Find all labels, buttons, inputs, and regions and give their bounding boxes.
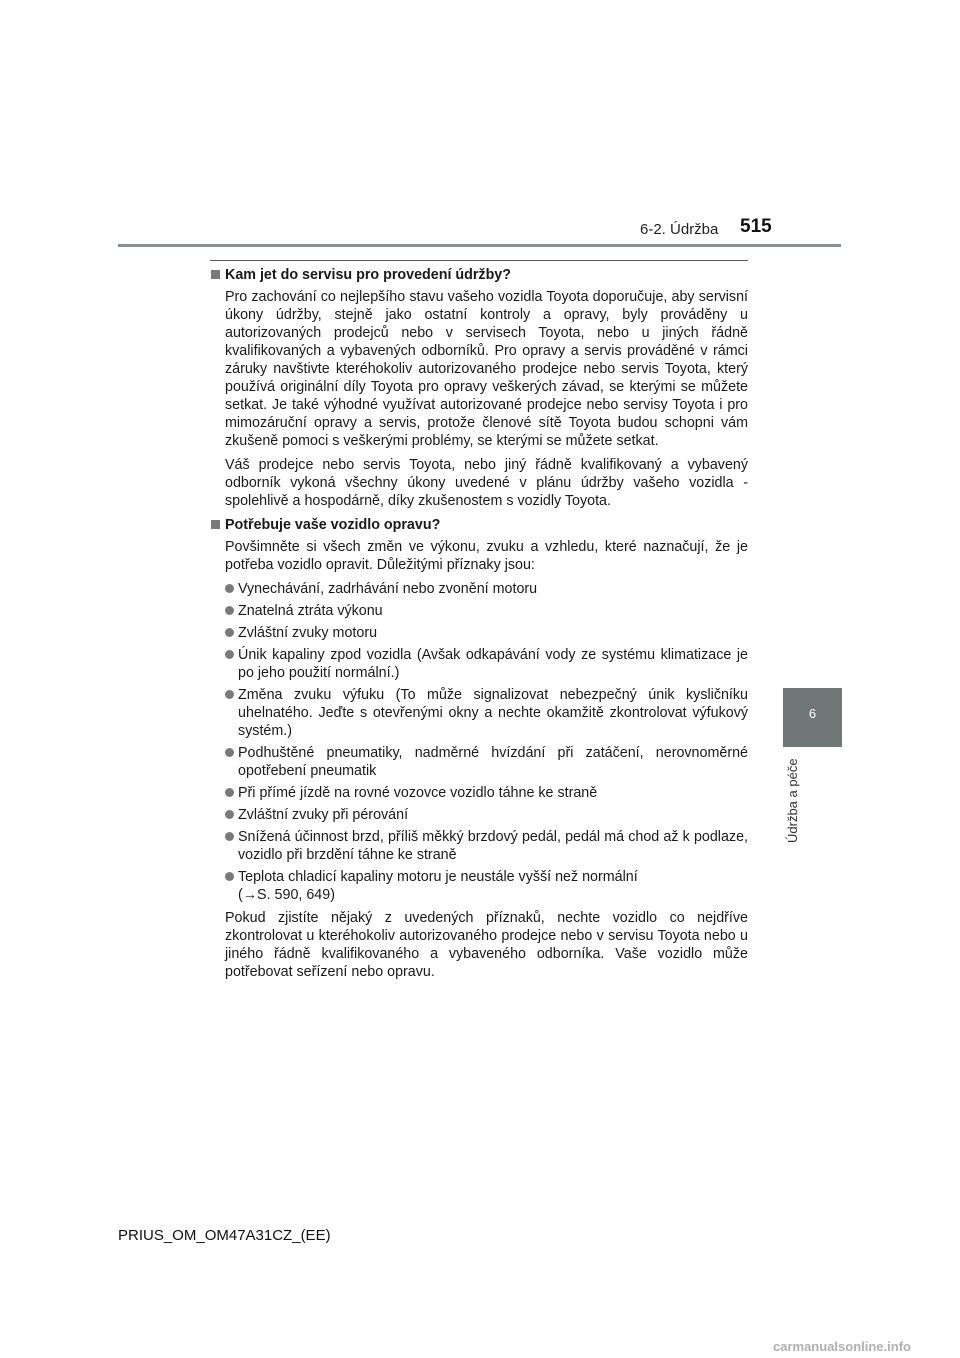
circle-bullet-icon	[225, 810, 234, 819]
page-content	[210, 266, 748, 987]
chapter-tab	[783, 688, 842, 747]
circle-bullet-icon	[225, 872, 234, 881]
list-item-text: Snížená účinnost brzd, příliš měkký brzdový pedál, pedál má chod až k podlaze, vozidlo při brzdění táhne ke straně	[238, 829, 748, 863]
list-item-text: Únik kapaliny zpod vozidla (Avšak odkapávání vody ze systému klimatizace je po jeho použití normální.)	[238, 647, 748, 681]
document-code: PRIUS_OM_OM47A31CZ_(EE)	[118, 1227, 331, 1244]
list-item	[210, 580, 748, 598]
paragraph: Povšimněte si všech změn ve výkonu, zvuku a vzhledu, které naznačují, že je potřeba vozidlo opravit. Důležitými příznaky jsou:	[225, 539, 748, 573]
list-item-text: Při přímé jízdě na rovné vozovce vozidlo táhne ke straně	[238, 785, 598, 801]
circle-bullet-icon	[225, 748, 234, 757]
symptom-list	[210, 580, 748, 904]
square-bullet-icon	[211, 270, 220, 279]
list-item	[210, 784, 748, 802]
watermark: carmanualsonline.info	[773, 1339, 911, 1354]
list-item-text: Teplota chladicí kapaliny motoru je neustále vyšší než normální	[238, 869, 638, 885]
list-item	[210, 868, 748, 904]
list-item-text: Zvláštní zvuky při pérování	[238, 807, 409, 823]
list-item	[210, 602, 748, 620]
list-item-text: Znatelná ztráta výkonu	[238, 603, 383, 619]
circle-bullet-icon	[225, 832, 234, 841]
page-reference: (→S. 590, 649)	[238, 887, 335, 903]
circle-bullet-icon	[225, 788, 234, 797]
list-item	[210, 624, 748, 642]
paragraph: Pokud zjistíte nějaký z uvedených příznaků, nechte vozidlo co nejdříve zkontrolovat u kteréhokoliv autorizovaného prodejce nebo v servisu Toyota nebo u jiného řádně kvalifikovaného a vybaveného odborníka. Vaše vozidlo může potřebovat seřízení nebo opravu.	[225, 910, 748, 980]
content-top-divider	[210, 260, 748, 261]
circle-bullet-icon	[225, 606, 234, 615]
list-item	[210, 744, 748, 780]
section-heading-text: Potřebuje vaše vozidlo opravu?	[225, 517, 441, 533]
square-bullet-icon	[211, 520, 220, 529]
paragraph: Pro zachování co nejlepšího stavu vašeho vozidla Toyota doporučuje, aby servisní úkony údržby, stejně jako ostatní kontroly a opravy, byly prováděny u autorizovaných prodejců nebo v servisech Toyota, nebo u jiných řádně kvalifikovaných a vybavených odborníků. Pro opravy a servis prováděné v rámci záruky navštivte kteréhokoliv autorizovaného prodejce nebo servis Toyota, který používá originální díly Toyota pro opravy veškerých závad, se kterými se můžete setkat. Je také výhodné využívat autorizované prodejce nebo servisy Toyota i pro mimozáruční opravy a servis, protože členové sítě Toyota budou schopni vám zkušeně pomoci s veškerými problémy, se kterými se můžete setkat.	[225, 289, 748, 449]
circle-bullet-icon	[225, 650, 234, 659]
circle-bullet-icon	[225, 628, 234, 637]
chapter-title-vertical: Údržba a péče	[785, 758, 800, 843]
list-item	[210, 646, 748, 682]
header-section-title: 6-2. Údržba	[640, 221, 719, 238]
section-heading	[210, 516, 748, 534]
list-item	[210, 806, 748, 824]
list-item-text: Změna zvuku výfuku (To může signalizovat nebezpečný únik kysličníku uhelnatého. Jeďte s otevřenými okny a nechte okamžitě zkontrolovat výfukový systém.)	[238, 687, 748, 739]
list-item-text: Podhuštěné pneumatiky, nadměrné hvízdání při zatáčení, nerovnoměrné opotřebení pneumatik	[238, 745, 748, 779]
section-heading	[210, 266, 748, 284]
list-item-text: Vynechávání, zadrhávání nebo zvonění motoru	[238, 581, 538, 597]
list-item-text: Zvláštní zvuky motoru	[238, 625, 378, 641]
chapter-number: 6	[808, 706, 817, 721]
list-item	[210, 686, 748, 740]
section-heading-text: Kam jet do servisu pro provedení údržby?	[225, 267, 511, 283]
header-divider	[118, 244, 841, 247]
page-number: 515	[740, 216, 772, 237]
list-item	[210, 828, 748, 864]
circle-bullet-icon	[225, 584, 234, 593]
paragraph: Váš prodejce nebo servis Toyota, nebo jiný řádně kvalifikovaný a vybavený odborník vykoná všechny úkony uvedené v plánu údržby vašeho vozidla - spolehlivě a hospodárně, díky zkušenostem s vozidly Toyota.	[225, 457, 748, 509]
circle-bullet-icon	[225, 690, 234, 699]
